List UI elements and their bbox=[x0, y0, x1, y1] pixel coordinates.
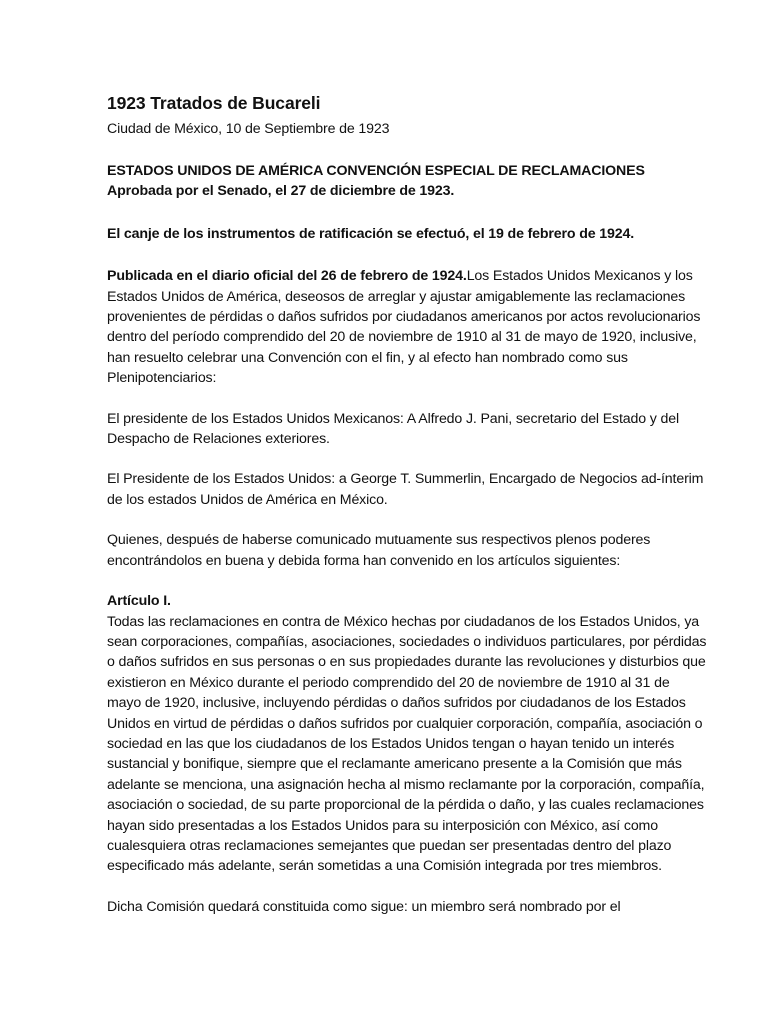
plenipotentiary-usa-paragraph: El Presidente de los Estados Unidos: a George T. Summerlin, Encargado de Negocios ad-ínterim de los estados Unidos de América en México. bbox=[107, 471, 704, 508]
article-heading: Artículo I. bbox=[107, 593, 171, 610]
publication-paragraph bbox=[107, 266, 707, 388]
publication-bold-text: Publicada en el diario oficial del 26 de febrero de 1924. bbox=[107, 268, 467, 285]
plenipotentiary-mexico-paragraph: El presidente de los Estados Unidos Mexicanos: A Alfredo J. Pani, secretario del Estado y del Despacho de Relaciones exteriores. bbox=[107, 410, 680, 448]
agreement-paragraph: Quienes, después de haberse comunicado mutuamente sus respectivos plenos poderes encontrándolos en buena y debida forma han convenido en los artículos siguientes: bbox=[107, 532, 651, 569]
article-body: Todas las reclamaciones en contra de México hechas por ciudadanos de los Estados Unidos, ya sean corporaciones, compañías, asociaciones, sociedades o individuos particulares, por pérdidas o daños sufridos en sus personas o en sus propiedades durante las revoluciones y disturbios que existieron en México durante el periodo comprendido del 20 de noviembre de 1910 al 31 de mayo de 1920, inclusive, incluyendo pérdidas o daños sufridos por ciudadanos de los Estados Unidos en virtud de pérdidas o daños sufridos por cualquier corporación, compañía, asociación o sociedad en las que los ciudadanos de los Estados Unidos tengan o hayan tenido un interés sustancial y bonifique, siempre que el reclamante americano presente a la Comisión que más adelante se menciona, una asignación hecha al mismo reclamante por la corporación, compañía, asociación o sociedad, de su parte proporcional de la pérdida o daño, y las cuales reclamaciones hayan sido presentadas a los Estados Unidos para su interposición con México, así como cualesquiera otras reclamaciones semejantes que puedan ser presentadas dentro del plazo especificado más adelante, serán sometidas a una Comisión integrada por tres miembros. bbox=[107, 613, 707, 875]
heading-convention: ESTADOS UNIDOS DE AMÉRICA CONVENCIÓN ESPECIAL DE RECLAMACIONES bbox=[107, 163, 645, 179]
place-date: Ciudad de México, 10 de Septiembre de 1923 bbox=[107, 121, 390, 137]
publication-body-text: Los Estados Unidos Mexicanos y los Estados Unidos de América, deseosos de arreglar y ajustar amigablemente las reclamaciones provenientes de pérdidas o daños sufridos por ciudadanos americanos por actos revolucionarios dentro del período comprendido del 20 de noviembre de 1910 al 31 de mayo de 1920, inclusive, han resuelto celebrar una Convención con el fin, y al efecto han nombrado como sus Plenipotenciarios: bbox=[107, 268, 701, 387]
heading-senate-approval: Aprobada por el Senado, el 27 de diciembre de 1923. bbox=[107, 183, 455, 200]
commission-paragraph: Dicha Comisión quedará constituida como sigue: un miembro será nombrado por el bbox=[107, 898, 621, 915]
ratification-paragraph: El canje de los instrumentos de ratificación se efectuó, el 19 de febrero de 1924. bbox=[107, 225, 635, 242]
document-page bbox=[107, 92, 707, 917]
document-title: 1923 Tratados de Bucareli bbox=[107, 93, 321, 113]
